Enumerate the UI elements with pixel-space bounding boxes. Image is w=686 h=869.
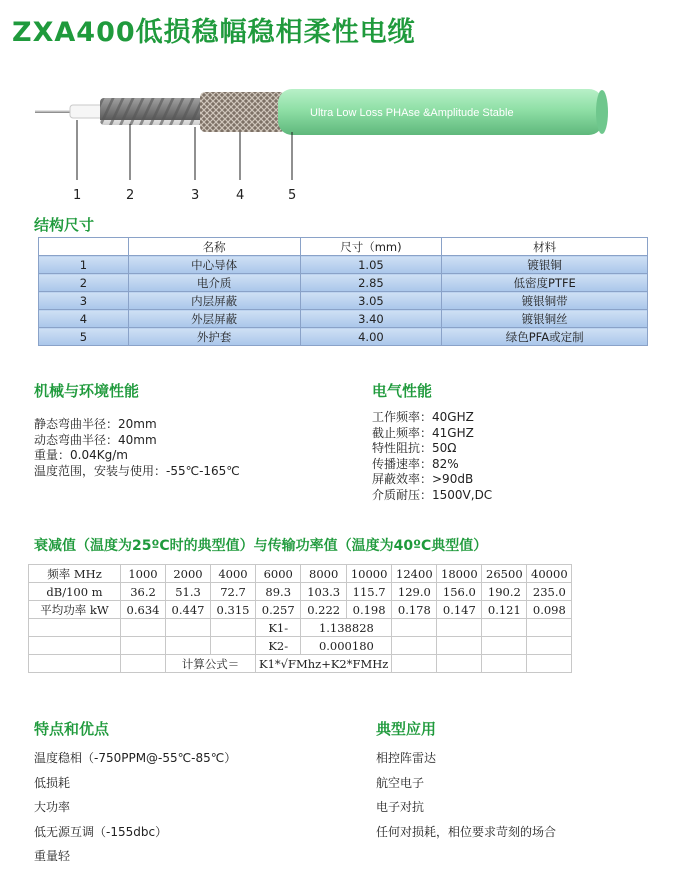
table-cell: 10000 bbox=[346, 565, 391, 583]
table-cell: 1.138828 bbox=[301, 619, 392, 637]
list-item: 重量：0.04Kg/m bbox=[34, 448, 128, 462]
list-item: 工作频率：40GHZ bbox=[372, 410, 474, 424]
list-item: 传播速率：82% bbox=[372, 456, 459, 471]
table-cell: 低密度PTFE bbox=[442, 274, 648, 292]
table-cell: 40000 bbox=[527, 565, 572, 583]
table-row bbox=[29, 601, 572, 619]
page-title: ZXA400低损稳幅稳相柔性电缆 bbox=[12, 17, 416, 48]
table-cell: 内层屏蔽 bbox=[128, 292, 300, 310]
list-item: 屏蔽效率：>90dB bbox=[372, 472, 474, 486]
table-cell: 4 bbox=[39, 310, 129, 328]
table-header-row bbox=[39, 238, 648, 256]
formula: K1*√FMhz+K2*FMHz bbox=[256, 655, 392, 673]
applications-list bbox=[376, 746, 556, 844]
cable-label-2: 2 bbox=[126, 188, 135, 203]
table-cell: 4000 bbox=[211, 565, 256, 583]
table-cell: 0.315 bbox=[211, 601, 256, 619]
table-cell: 1 bbox=[39, 256, 129, 274]
table-cell: 0.447 bbox=[166, 601, 211, 619]
attenuation-title: 衰减值（温度为25ºC时的典型值）与传输功率值（温度为40ºC典型值） bbox=[34, 538, 488, 554]
table-row bbox=[29, 637, 572, 655]
table-cell: 235.0 bbox=[527, 583, 572, 601]
table-cell: 51.3 bbox=[166, 583, 211, 601]
table-cell: 0.634 bbox=[121, 601, 166, 619]
applications-title: 典型应用 bbox=[376, 720, 437, 738]
table-cell: 2 bbox=[39, 274, 129, 292]
table-row bbox=[39, 292, 648, 310]
formula-label: 计算公式＝ bbox=[166, 655, 256, 673]
features-title: 特点和优点 bbox=[34, 720, 110, 738]
cable-illustration bbox=[30, 80, 620, 180]
list-item: 任何对损耗，相位要求苛刻的场合 bbox=[376, 824, 557, 839]
table-cell: 2.85 bbox=[300, 274, 442, 292]
table-cell: 156.0 bbox=[437, 583, 482, 601]
table-cell: 0.147 bbox=[437, 601, 482, 619]
table-row bbox=[39, 274, 648, 292]
list-item: 截止频率：41GHZ bbox=[372, 425, 474, 440]
table-cell: 0.098 bbox=[527, 601, 572, 619]
list-item: 动态弯曲半径：40mm bbox=[34, 432, 157, 447]
table-cell: 8000 bbox=[301, 565, 346, 583]
list-item: 静态弯曲半径：20mm bbox=[34, 417, 157, 431]
table-cell: 103.3 bbox=[301, 583, 346, 601]
table-cell: 中心导体 bbox=[128, 256, 300, 274]
table-cell: K1- bbox=[256, 619, 301, 637]
mechanical-title: 机械与环境性能 bbox=[34, 382, 140, 400]
table-cell: 外层屏蔽 bbox=[128, 310, 300, 328]
table-cell: 129.0 bbox=[392, 583, 437, 601]
table-row bbox=[29, 619, 572, 637]
cable-label-4: 4 bbox=[236, 188, 245, 203]
list-item: 低无源互调（-155dbc） bbox=[34, 824, 168, 839]
table-cell: 1000 bbox=[121, 565, 166, 583]
table-cell: 1.05 bbox=[300, 256, 442, 274]
table-row bbox=[29, 565, 572, 583]
table-cell: 190.2 bbox=[482, 583, 527, 601]
structure-title: 结构尺寸 bbox=[34, 216, 95, 234]
table-cell: 3.40 bbox=[300, 310, 442, 328]
table-cell: 12400 bbox=[392, 565, 437, 583]
table-cell: 5 bbox=[39, 328, 129, 346]
features-list bbox=[34, 746, 236, 869]
list-item: 相控阵雷达 bbox=[376, 751, 437, 765]
table-cell: 4.00 bbox=[300, 328, 442, 346]
table-row bbox=[39, 328, 648, 346]
list-item: 特性阻抗：50Ω bbox=[372, 441, 457, 455]
table-cell: 89.3 bbox=[256, 583, 301, 601]
outer-shield-braid bbox=[200, 92, 285, 132]
table-cell: K2- bbox=[256, 637, 301, 655]
structure-table bbox=[38, 237, 648, 346]
electrical-list bbox=[372, 410, 492, 503]
list-item: 温度稳相（-750PPM@-55℃-85℃） bbox=[34, 751, 237, 765]
table-cell: 镀银铜 bbox=[442, 256, 648, 274]
attenuation-table bbox=[28, 564, 572, 673]
list-item: 航空电子 bbox=[376, 775, 425, 790]
table-cell: 0.198 bbox=[346, 601, 391, 619]
table-cell: 镀银铜丝 bbox=[442, 310, 648, 328]
table-cell: 0.000180 bbox=[301, 637, 392, 655]
table-cell: 6000 bbox=[256, 565, 301, 583]
table-cell: 外护套 bbox=[128, 328, 300, 346]
table-cell: 115.7 bbox=[346, 583, 391, 601]
mechanical-list bbox=[34, 417, 240, 479]
table-cell: 绿色PFA或定制 bbox=[442, 328, 648, 346]
table-cell: 26500 bbox=[482, 565, 527, 583]
table-cell: 0.257 bbox=[256, 601, 301, 619]
table-cell: 72.7 bbox=[211, 583, 256, 601]
table-row bbox=[39, 310, 648, 328]
list-item: 电子对抗 bbox=[376, 800, 425, 814]
cable-label-1: 1 bbox=[73, 188, 82, 203]
table-cell: 0.121 bbox=[482, 601, 527, 619]
electrical-title: 电气性能 bbox=[372, 382, 433, 400]
cable-label-3: 3 bbox=[191, 188, 200, 203]
inner-shield-tape bbox=[100, 98, 205, 125]
table-cell: 频率 MHz bbox=[29, 565, 121, 583]
table-cell: 3 bbox=[39, 292, 129, 310]
table-cell: 2000 bbox=[166, 565, 211, 583]
table-row bbox=[29, 655, 572, 673]
list-item: 重量轻 bbox=[34, 849, 71, 863]
column-header bbox=[39, 238, 129, 256]
table-cell: 3.05 bbox=[300, 292, 442, 310]
table-row bbox=[29, 583, 572, 601]
table-cell: 平均功率 kW bbox=[29, 601, 121, 619]
list-item: 低损耗 bbox=[34, 775, 71, 790]
column-header: 尺寸（mm) bbox=[300, 238, 442, 256]
list-item: 大功率 bbox=[34, 800, 71, 814]
column-header: 名称 bbox=[128, 238, 300, 256]
table-row bbox=[39, 256, 648, 274]
table-cell: 电介质 bbox=[128, 274, 300, 292]
list-item: 温度范围，安装与使用：-55℃-165℃ bbox=[34, 463, 240, 478]
table-cell: 镀银铜带 bbox=[442, 292, 648, 310]
table-cell: 18000 bbox=[437, 565, 482, 583]
table-cell: 36.2 bbox=[121, 583, 166, 601]
table-cell: 0.178 bbox=[392, 601, 437, 619]
cable-label-5: 5 bbox=[288, 188, 297, 203]
jacket-print: Ultra Low Loss PHAse &Amplitude Stable bbox=[310, 107, 514, 119]
column-header: 材料 bbox=[442, 238, 648, 256]
table-cell: 0.222 bbox=[301, 601, 346, 619]
table-cell: dB/100 m bbox=[29, 583, 121, 601]
list-item: 介质耐压：1500V,DC bbox=[372, 487, 493, 502]
